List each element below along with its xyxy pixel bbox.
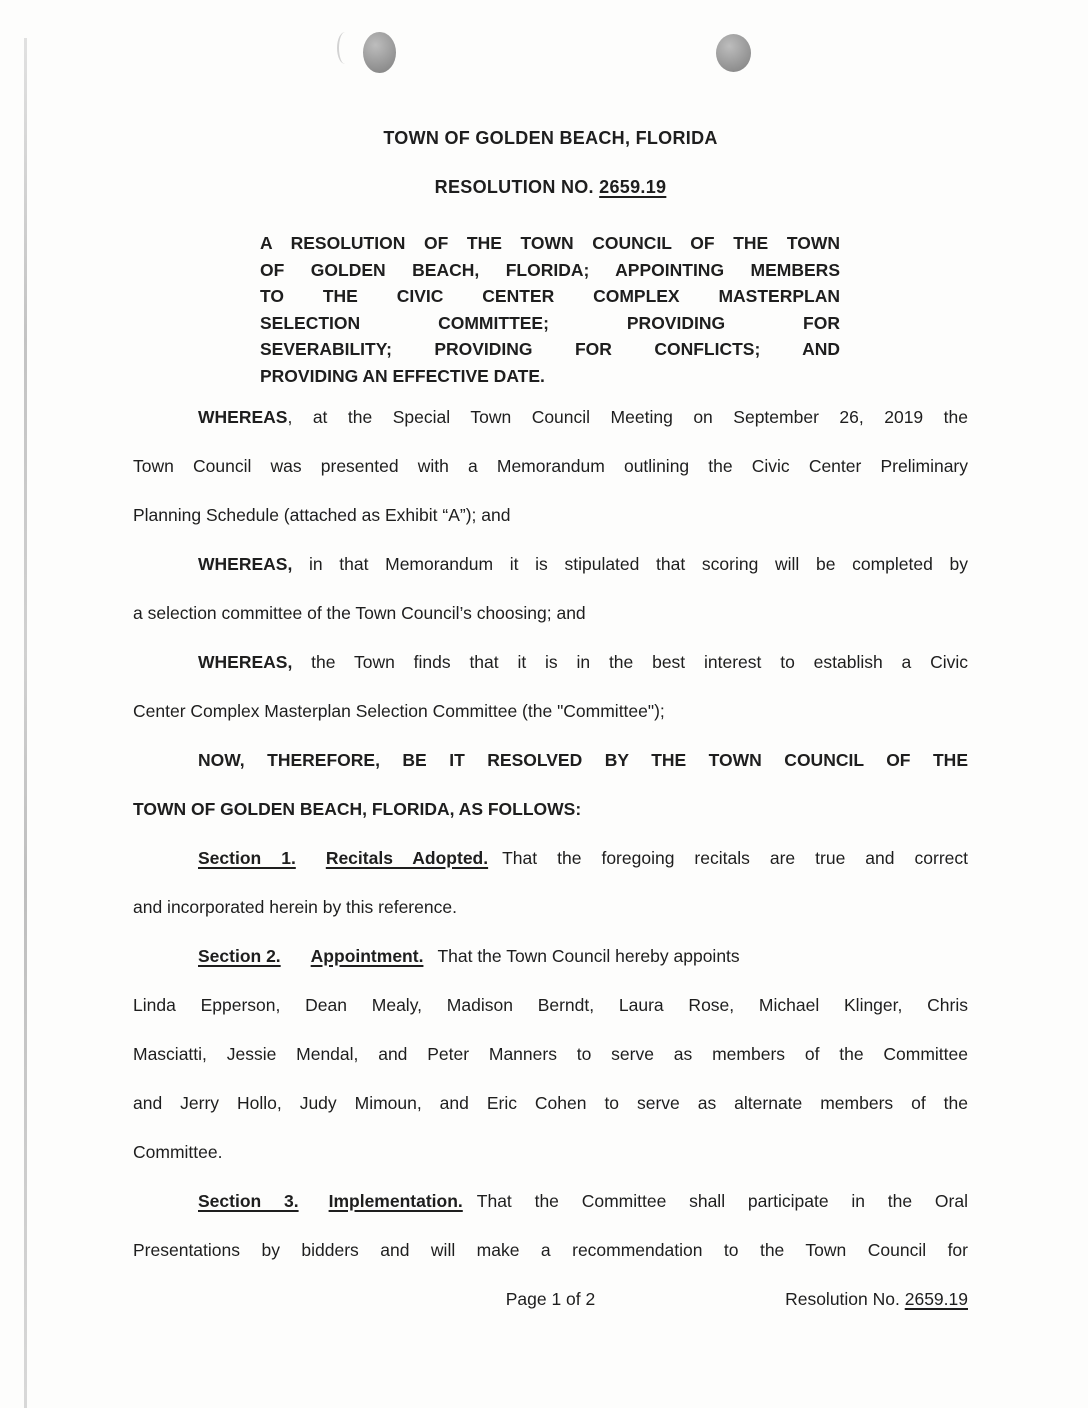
text-run-bold: OF GOLDEN BEACH, FLORIDA; APPOINTING MEMBERS (260, 259, 840, 280)
body-block (133, 393, 968, 1275)
text-run-bold: WHEREAS (198, 407, 288, 427)
document-line (133, 834, 968, 883)
document-line (133, 589, 968, 638)
text-run-bold: A RESOLUTION OF THE TOWN COUNCIL OF THE TOWN (260, 233, 840, 253)
document-line (133, 932, 968, 981)
document-line (260, 283, 840, 310)
text-run-bold: Implementation. (328, 1191, 463, 1211)
text-run-bold: SELECTION COMMITTEE; PROVIDING FOR (260, 312, 840, 333)
text-run: the Town finds that it is in the best interest to establish a Civic (292, 652, 968, 672)
footer-resolution-label: Resolution No. (785, 1289, 905, 1309)
document-line (133, 540, 968, 589)
text-run: Committee. (133, 1142, 223, 1162)
caption-block (260, 230, 840, 389)
document-line (133, 491, 968, 540)
page-number: Page 1 of 2 (505, 1289, 596, 1309)
page-footer (133, 1275, 968, 1324)
text-run: Town Council was presented with a Memorandum outlining the Civic Center Preliminary (133, 456, 968, 476)
document-line (133, 1177, 968, 1226)
text-run: in that Memorandum it is stipulated that scoring will be completed by (292, 554, 968, 574)
page-title: TOWN OF GOLDEN BEACH, FLORIDA (383, 128, 718, 148)
document-line (133, 442, 968, 491)
document-line (133, 1030, 968, 1079)
resolution-label: RESOLUTION NO. (434, 177, 600, 197)
text-run-bold: Section 1. (198, 848, 296, 868)
document-line (133, 638, 968, 687)
scan-edge-line (24, 38, 27, 1408)
document-line (133, 981, 968, 1030)
text-run: , at the Special Town Council Meeting on September 26, 2019 the (287, 407, 968, 427)
text-run-bold: TO THE CIVIC CENTER COMPLEX MASTERPLAN (260, 286, 840, 306)
text-run-bold: Appointment. (310, 946, 424, 966)
text-run: That the foregoing recitals are true and correct (502, 848, 968, 868)
text-run-bold: WHEREAS, (198, 554, 293, 574)
text-run-bold: Recitals Adopted. (325, 848, 489, 868)
document-line (133, 393, 968, 442)
footer-resolution-number: 2659.19 (904, 1289, 968, 1309)
text-run-bold: SEVERABILITY; PROVIDING FOR CONFLICTS; AND (260, 339, 840, 359)
document-line (260, 336, 840, 363)
document-line (133, 1079, 968, 1128)
document-line (260, 230, 840, 257)
document-line (133, 785, 968, 834)
resolution-number-line (133, 177, 968, 197)
document-line (133, 883, 968, 932)
text-run-bold: PROVIDING AN EFFECTIVE DATE. (260, 365, 545, 386)
text-run: Center Complex Masterplan Selection Committee (the "Committee"); (133, 701, 665, 721)
text-run: Linda Epperson, Dean Mealy, Madison Berndt, Laura Rose, Michael Klinger, Chris (133, 995, 968, 1015)
footer-resolution-ref (785, 1275, 968, 1324)
document-line (133, 1128, 968, 1177)
text-run: Planning Schedule (attached as Exhibit “A”); and (133, 505, 511, 525)
text-run-bold: TOWN OF GOLDEN BEACH, FLORIDA, AS FOLLOWS: (133, 799, 582, 819)
document-line (133, 687, 968, 736)
text-run: a selection committee of the Town Council’s choosing; and (133, 603, 586, 623)
text-run-bold: WHEREAS, (198, 652, 293, 672)
document-line (260, 310, 840, 337)
document-line (260, 363, 840, 390)
text-run-bold: Section 3. (198, 1191, 299, 1211)
resolution-number: 2659.19 (599, 177, 667, 197)
text-run: and Jerry Hollo, Judy Mimoun, and Eric Cohen to serve as alternate members of the (133, 1093, 968, 1113)
document-line (260, 257, 840, 284)
document-line (133, 1226, 968, 1275)
text-run: That the Committee shall participate in the Oral (476, 1191, 968, 1211)
document-line (133, 736, 968, 785)
text-run: Presentations by bidders and will make a recommendation to the Town Council for (133, 1240, 968, 1260)
text-run: Masciatti, Jessie Mendal, and Peter Manners to serve as members of the Committee (133, 1044, 968, 1064)
document-content (133, 0, 968, 1324)
text-run: That the Town Council hereby appoints (437, 946, 740, 966)
text-run-bold: Section 2. (198, 946, 281, 966)
text-run-bold: NOW, THEREFORE, BE IT RESOLVED BY THE TOWN COUNCIL OF THE (198, 750, 968, 770)
text-run: and incorporated herein by this reference. (133, 897, 457, 917)
